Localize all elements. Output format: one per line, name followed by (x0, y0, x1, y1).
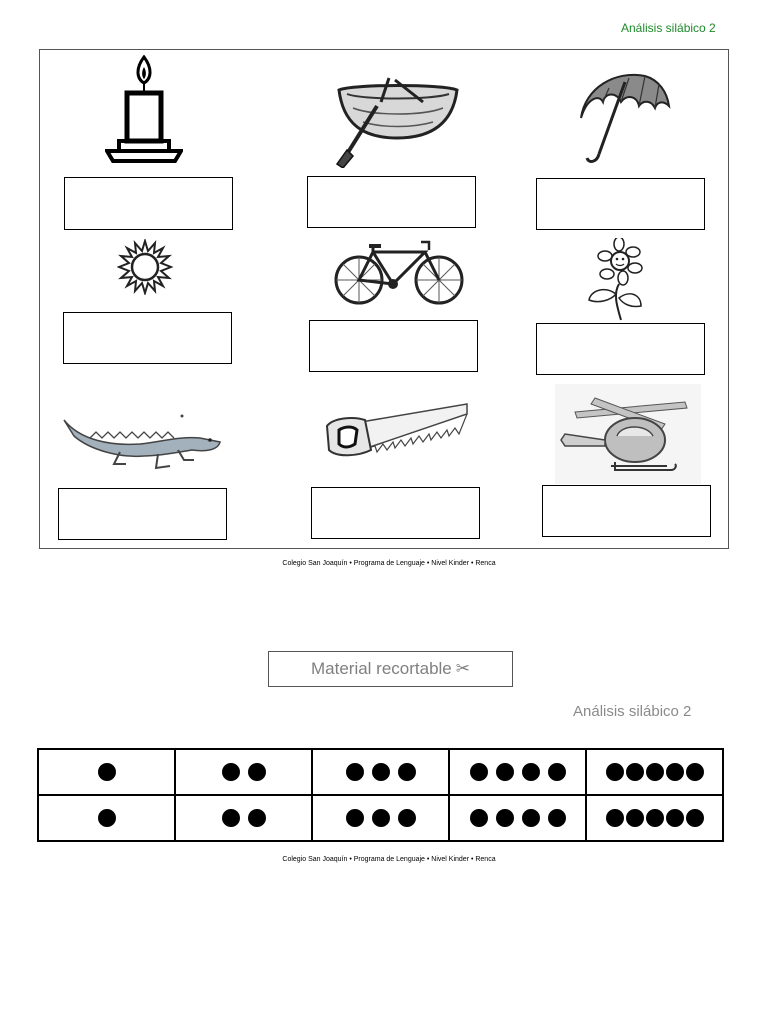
answer-box[interactable] (63, 312, 232, 364)
dot (346, 763, 364, 781)
dot (372, 809, 390, 827)
answer-box[interactable] (536, 178, 705, 230)
answer-box[interactable] (542, 485, 711, 537)
dot (686, 763, 704, 781)
dot (398, 763, 416, 781)
dot (522, 809, 540, 827)
sun-icon (117, 239, 173, 295)
scissors-icon: ✂ (455, 659, 471, 678)
dot (496, 809, 514, 827)
dot-group (313, 809, 448, 827)
cutout-label-box (268, 651, 513, 687)
dot (248, 809, 266, 827)
umbrella-icon (575, 66, 671, 170)
dot-card[interactable] (38, 749, 175, 795)
dot-cards-table (37, 748, 724, 842)
dot (646, 763, 664, 781)
answer-box[interactable] (309, 320, 478, 372)
dot (626, 809, 644, 827)
dot-card[interactable] (586, 749, 723, 795)
dot (248, 763, 266, 781)
dot (666, 809, 684, 827)
dot-card[interactable] (175, 749, 312, 795)
dot (666, 763, 684, 781)
dot (398, 809, 416, 827)
dot-card[interactable] (312, 795, 449, 841)
answer-box[interactable] (64, 177, 233, 230)
dot-group (313, 763, 448, 781)
dot (606, 809, 624, 827)
flower-icon (583, 238, 645, 322)
dot (470, 809, 488, 827)
candle-icon (105, 55, 183, 167)
dot (346, 809, 364, 827)
dot (222, 809, 240, 827)
rowboat-icon (333, 76, 461, 168)
dot-group (587, 763, 722, 781)
dot (98, 763, 116, 781)
cutout-subtitle: Análisis silábico 2 (573, 703, 692, 720)
footer-text: Colegio San Joaquín • Programa de Lenguaje • Nivel Kinder • Renca (282, 560, 496, 567)
cutout-label: Material recortable (310, 659, 452, 678)
bicycle-icon (333, 238, 469, 308)
dot-group (176, 809, 311, 827)
answer-box[interactable] (307, 176, 476, 228)
dot (548, 809, 566, 827)
crocodile-icon (60, 406, 224, 472)
dot (496, 763, 514, 781)
dot (548, 763, 566, 781)
table-row (38, 795, 723, 841)
dot-group (587, 809, 722, 827)
dot (626, 763, 644, 781)
dot-group (176, 763, 311, 781)
dot-card[interactable] (449, 795, 586, 841)
table-row (38, 749, 723, 795)
page-header-title: Análisis silábico 2 (621, 21, 716, 35)
dot (372, 763, 390, 781)
dot (606, 763, 624, 781)
dot-card[interactable] (586, 795, 723, 841)
dot-card[interactable] (449, 749, 586, 795)
dot-card[interactable] (312, 749, 449, 795)
answer-box[interactable] (58, 488, 227, 540)
dot (522, 763, 540, 781)
answer-box[interactable] (311, 487, 480, 539)
dot-group (39, 809, 174, 827)
dot (98, 809, 116, 827)
saw-icon (323, 392, 469, 474)
helicopter-icon (555, 384, 701, 484)
dot-card[interactable] (38, 795, 175, 841)
footer-text-bottom: Colegio San Joaquín • Programa de Lenguaje • Nivel Kinder • Renca (282, 856, 496, 863)
dot (222, 763, 240, 781)
dot-group (450, 809, 585, 827)
dot-group (39, 763, 174, 781)
dot-card[interactable] (175, 795, 312, 841)
dot (470, 763, 488, 781)
dot (646, 809, 664, 827)
dot-group (450, 763, 585, 781)
dot (686, 809, 704, 827)
answer-box[interactable] (536, 323, 705, 375)
